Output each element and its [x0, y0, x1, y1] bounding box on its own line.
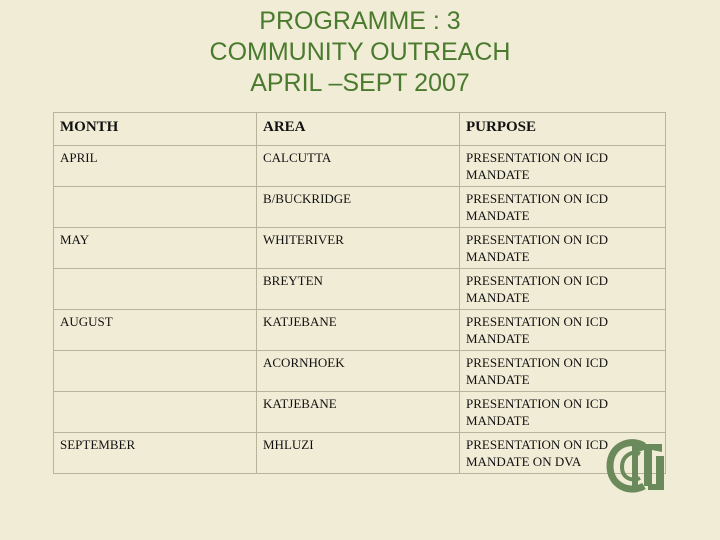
cell-purpose: PRESENTATION ON ICD MANDATE [460, 146, 666, 187]
cell-area: WHITERIVER [257, 228, 460, 269]
cell-area: KATJEBANE [257, 392, 460, 433]
cell-month [54, 269, 257, 310]
cell-area: KATJEBANE [257, 310, 460, 351]
outreach-table [53, 112, 666, 474]
cell-area: MHLUZI [257, 433, 460, 474]
cell-month: AUGUST [54, 310, 257, 351]
cell-purpose: PRESENTATION ON ICD MANDATE [460, 351, 666, 392]
header-purpose: PURPOSE [460, 113, 666, 146]
icd-logo-icon [604, 436, 668, 494]
table-row [54, 310, 666, 351]
cell-purpose: PRESENTATION ON ICD MANDATE [460, 269, 666, 310]
title-line-3: APRIL –SEPT 2007 [250, 69, 470, 97]
table-row [54, 269, 666, 310]
cell-purpose: PRESENTATION ON ICD MANDATE ON DVA [460, 433, 666, 474]
slide-title [0, 6, 720, 99]
cell-purpose: PRESENTATION ON ICD MANDATE [460, 228, 666, 269]
table-row [54, 351, 666, 392]
cell-month [54, 187, 257, 228]
title-line-1: PROGRAMME : 3 [259, 7, 461, 35]
cell-area: CALCUTTA [257, 146, 460, 187]
cell-area: ACORNHOEK [257, 351, 460, 392]
cell-month: MAY [54, 228, 257, 269]
cell-area: B/BUCKRIDGE [257, 187, 460, 228]
cell-purpose: PRESENTATION ON ICD MANDATE [460, 392, 666, 433]
cell-month: APRIL [54, 146, 257, 187]
cell-area: BREYTEN [257, 269, 460, 310]
table-row [54, 433, 666, 474]
cell-purpose: PRESENTATION ON ICD MANDATE [460, 187, 666, 228]
title-line-2: COMMUNITY OUTREACH [209, 38, 511, 66]
table-row [54, 228, 666, 269]
cell-month: SEPTEMBER [54, 433, 257, 474]
table-header-row [54, 113, 666, 146]
table-row [54, 392, 666, 433]
header-area: AREA [257, 113, 460, 146]
header-month: MONTH [54, 113, 257, 146]
cell-month [54, 392, 257, 433]
table-row [54, 146, 666, 187]
table-row [54, 187, 666, 228]
cell-month [54, 351, 257, 392]
cell-purpose: PRESENTATION ON ICD MANDATE [460, 310, 666, 351]
